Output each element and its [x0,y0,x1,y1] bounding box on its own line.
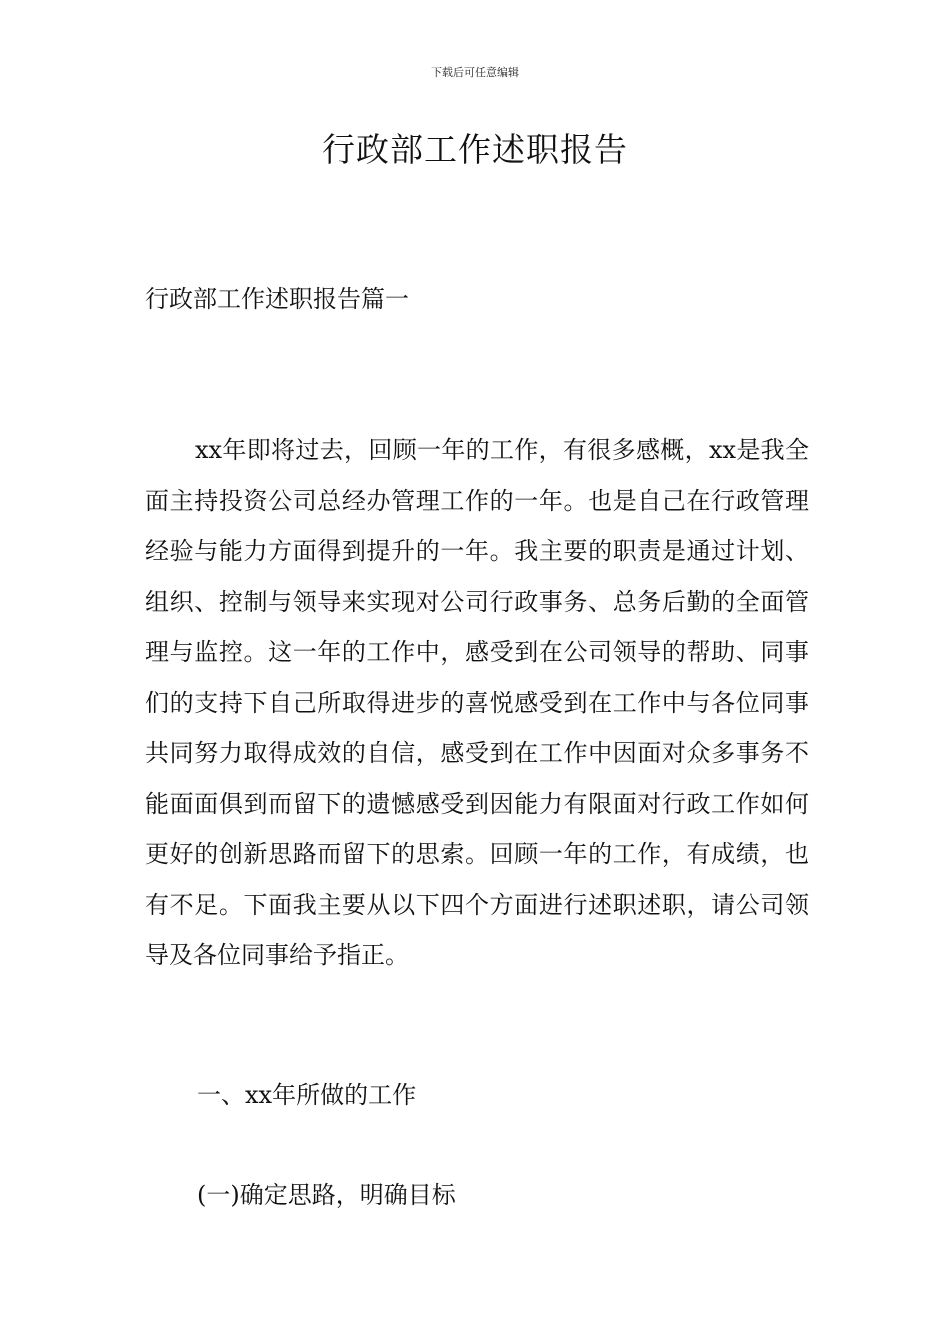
section-heading: 行政部工作述职报告篇一 [145,285,409,313]
document-title: 行政部工作述职报告 [322,130,628,169]
subheading-goals: (一)确定思路，明确目标 [197,1181,456,1209]
body-paragraph: xx年即将过去，回顾一年的工作，有很多感概，xx是我全面主持投资公司总经办管理工作的一年。也是自己在行政管理经验与能力方面得到提升的一年。我主要的职责是通过计划、组织、控制与领导来实现对公司行政事务、总务后勤的全面管理与监控。这一年的工作中，感受到在公司领导的帮助、同事们的支持下自己所取得进步的喜悦感受到在工作中与各位同事共同努力取得成效的自信，感受到在工作中因面对众多事务不能面面俱到而留下的遗憾感受到因能力有限面对行政工作如何更好的创新思路而留下的思索。回顾一年的工作，有成绩，也有不足。下面我主要从以下四个方面进行述职述职，请公司领导及各位同事给予指正。 [145,436,809,969]
subheading-work-done: 一、xx年所做的工作 [197,1081,417,1109]
header-note: 下载后可任意编辑 [431,66,519,79]
